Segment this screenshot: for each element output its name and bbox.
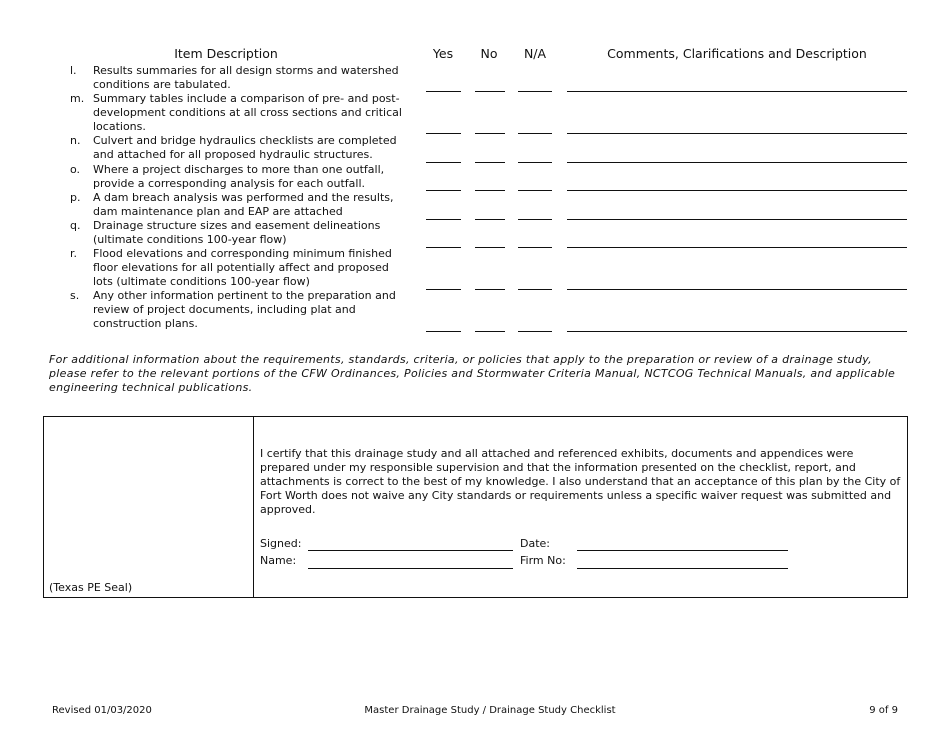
- na-field[interactable]: [518, 289, 552, 290]
- yes-field[interactable]: [426, 133, 461, 134]
- row-letter: p.: [70, 191, 81, 204]
- name-field[interactable]: [308, 568, 513, 569]
- column-header-comments: Comments, Clarifications and Description: [607, 46, 867, 61]
- row-description: Where a project discharges to more than one outfall, provide a corresponding analysis for each outfall.: [93, 163, 385, 190]
- comments-field[interactable]: [567, 133, 907, 134]
- signed-field[interactable]: [308, 550, 513, 551]
- firm-no-field[interactable]: [577, 568, 788, 569]
- column-header-na: N/A: [523, 46, 547, 61]
- name-label: Name:: [260, 554, 297, 567]
- seal-divider: [253, 417, 254, 597]
- row-description: Summary tables include a comparison of pre- and post-development conditions at all cross sections and critical locations.: [93, 92, 402, 133]
- row-description: Any other information pertinent to the preparation and review of project documents, including plat and construction plans.: [93, 289, 396, 330]
- no-field[interactable]: [475, 289, 505, 290]
- yes-field[interactable]: [426, 289, 461, 290]
- comments-field[interactable]: [567, 91, 907, 92]
- na-field[interactable]: [518, 219, 552, 220]
- footer-document-title: Master Drainage Study / Drainage Study Checklist: [364, 705, 616, 716]
- comments-field[interactable]: [567, 289, 907, 290]
- row-letter: m.: [70, 92, 85, 105]
- yes-field[interactable]: [426, 91, 461, 92]
- no-field[interactable]: [475, 247, 505, 248]
- footer-revised-date: Revised 01/03/2020: [52, 705, 152, 716]
- footer-page-number: 9 of 9: [869, 705, 898, 716]
- column-header-no: No: [480, 46, 498, 61]
- yes-field[interactable]: [426, 247, 461, 248]
- comments-field[interactable]: [567, 331, 907, 332]
- pe-seal-label: (Texas PE Seal): [49, 581, 133, 594]
- na-field[interactable]: [518, 162, 552, 163]
- row-letter: q.: [70, 219, 81, 232]
- row-description: Results summaries for all design storms and watershed conditions are tabulated.: [93, 64, 399, 91]
- no-field[interactable]: [475, 133, 505, 134]
- na-field[interactable]: [518, 91, 552, 92]
- comments-field[interactable]: [567, 219, 907, 220]
- column-header-yes: Yes: [432, 46, 454, 61]
- row-description: Drainage structure sizes and easement delineations (ultimate conditions 100-year flow): [93, 219, 381, 246]
- row-letter: r.: [70, 247, 78, 260]
- signed-label: Signed:: [260, 537, 302, 550]
- row-description: Flood elevations and corresponding minimum finished floor elevations for all potentially affect and proposed lots (ultimate conditions 100-year flow): [93, 247, 392, 288]
- no-field[interactable]: [475, 190, 505, 191]
- additional-information-note: For additional information about the requirements, standards, criteria, or policies that apply to the preparation or review of a drainage study, please refer to the relevant portions of the CFW Ordinances, Policies and Stormwater Criteria Manual, NCTCOG Technical Manuals, and applicable engineering technical publications.: [49, 353, 896, 394]
- comments-field[interactable]: [567, 247, 907, 248]
- firm-no-label: Firm No:: [520, 554, 566, 567]
- yes-field[interactable]: [426, 219, 461, 220]
- row-letter: l.: [70, 64, 77, 77]
- comments-field[interactable]: [567, 162, 907, 163]
- no-field[interactable]: [475, 219, 505, 220]
- row-description: A dam breach analysis was performed and the results, dam maintenance plan and EAP are attached: [93, 191, 394, 218]
- na-field[interactable]: [518, 133, 552, 134]
- na-field[interactable]: [518, 331, 552, 332]
- no-field[interactable]: [475, 91, 505, 92]
- row-letter: o.: [70, 163, 81, 176]
- no-field[interactable]: [475, 331, 505, 332]
- yes-field[interactable]: [426, 331, 461, 332]
- yes-field[interactable]: [426, 190, 461, 191]
- row-letter: s.: [70, 289, 80, 302]
- na-field[interactable]: [518, 190, 552, 191]
- certification-statement: I certify that this drainage study and all attached and referenced exhibits, documents and appendices were prepared under my responsible supervision and that the information presented on the checklist, report, and attachments is correct to the best of my knowledge. I also understand that an acceptance of this plan by the City of Fort Worth does not waive any City standards or requirements unless a specific waiver request was submitted and approved.: [260, 447, 901, 516]
- comments-field[interactable]: [567, 190, 907, 191]
- certification-box: [43, 416, 908, 598]
- yes-field[interactable]: [426, 162, 461, 163]
- date-field[interactable]: [577, 550, 788, 551]
- na-field[interactable]: [518, 247, 552, 248]
- date-label: Date:: [520, 537, 550, 550]
- column-header-item-description: Item Description: [174, 46, 278, 61]
- no-field[interactable]: [475, 162, 505, 163]
- row-description: Culvert and bridge hydraulics checklists are completed and attached for all proposed hydraulic structures.: [93, 134, 397, 161]
- row-letter: n.: [70, 134, 81, 147]
